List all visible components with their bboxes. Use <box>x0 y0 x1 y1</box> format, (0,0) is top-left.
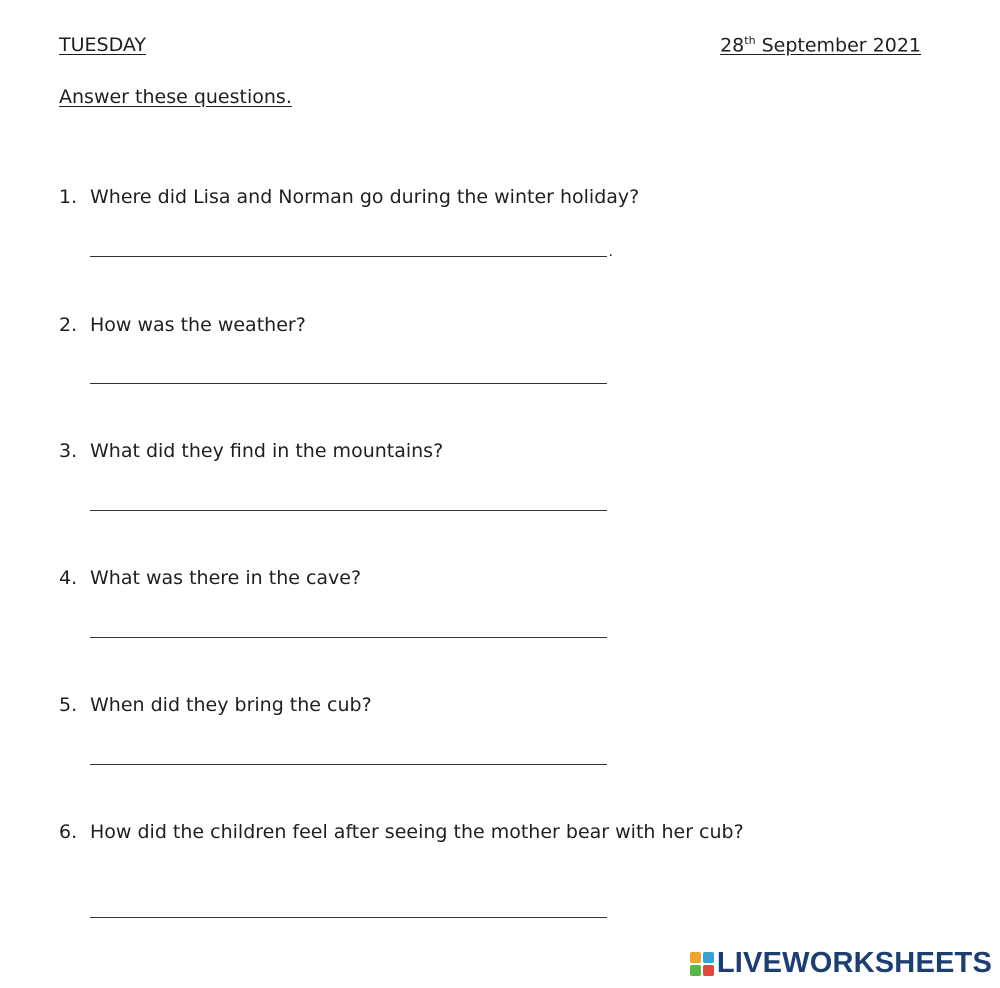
question-text <box>59 186 939 208</box>
question-label: What was there in the cave? <box>90 567 362 589</box>
answer-line[interactable] <box>90 383 607 384</box>
question-1 <box>59 186 939 260</box>
question-number: 5. <box>59 694 78 716</box>
question-label: How was the weather? <box>90 314 306 336</box>
question-number: 3. <box>59 440 78 462</box>
question-text <box>59 440 939 462</box>
logo-square-blue <box>703 952 714 963</box>
answer-line[interactable] <box>90 637 607 638</box>
question-text <box>59 821 939 843</box>
question-text <box>59 694 939 716</box>
liveworksheets-logo <box>690 947 992 980</box>
question-2 <box>59 314 939 336</box>
question-5 <box>59 694 939 716</box>
logo-square-green <box>690 965 701 976</box>
answer-line[interactable] <box>90 764 607 765</box>
question-number: 6. <box>59 821 78 843</box>
question-text <box>59 314 939 336</box>
line-period: . <box>608 244 613 260</box>
liveworksheets-icon <box>690 952 714 976</box>
question-4 <box>59 567 939 589</box>
question-6 <box>59 821 939 843</box>
question-label: What did they find in the mountains? <box>90 440 444 462</box>
answer-line[interactable] <box>90 244 613 260</box>
date-day: 28 <box>720 34 745 57</box>
question-number: 1. <box>59 186 78 208</box>
answer-line[interactable] <box>90 917 607 918</box>
answer-line[interactable] <box>90 510 607 511</box>
logo-square-orange <box>690 952 701 963</box>
question-label: Where did Lisa and Norman go during the winter holiday? <box>90 186 640 208</box>
question-label: When did they bring the cub? <box>90 694 372 716</box>
question-label: How did the children feel after seeing the mother bear with her cub? <box>90 821 744 843</box>
question-3 <box>59 440 939 462</box>
question-number: 2. <box>59 314 78 336</box>
instruction-heading: Answer these questions. <box>59 86 292 108</box>
logo-text: LIVEWORKSHEETS <box>716 947 992 979</box>
question-number: 4. <box>59 567 78 589</box>
question-text <box>59 567 939 589</box>
date-suffix: th <box>744 34 756 47</box>
date-heading <box>720 34 921 56</box>
date-rest: September 2021 <box>755 34 921 57</box>
logo-square-red <box>703 965 714 976</box>
day-heading: TUESDAY <box>59 34 147 56</box>
